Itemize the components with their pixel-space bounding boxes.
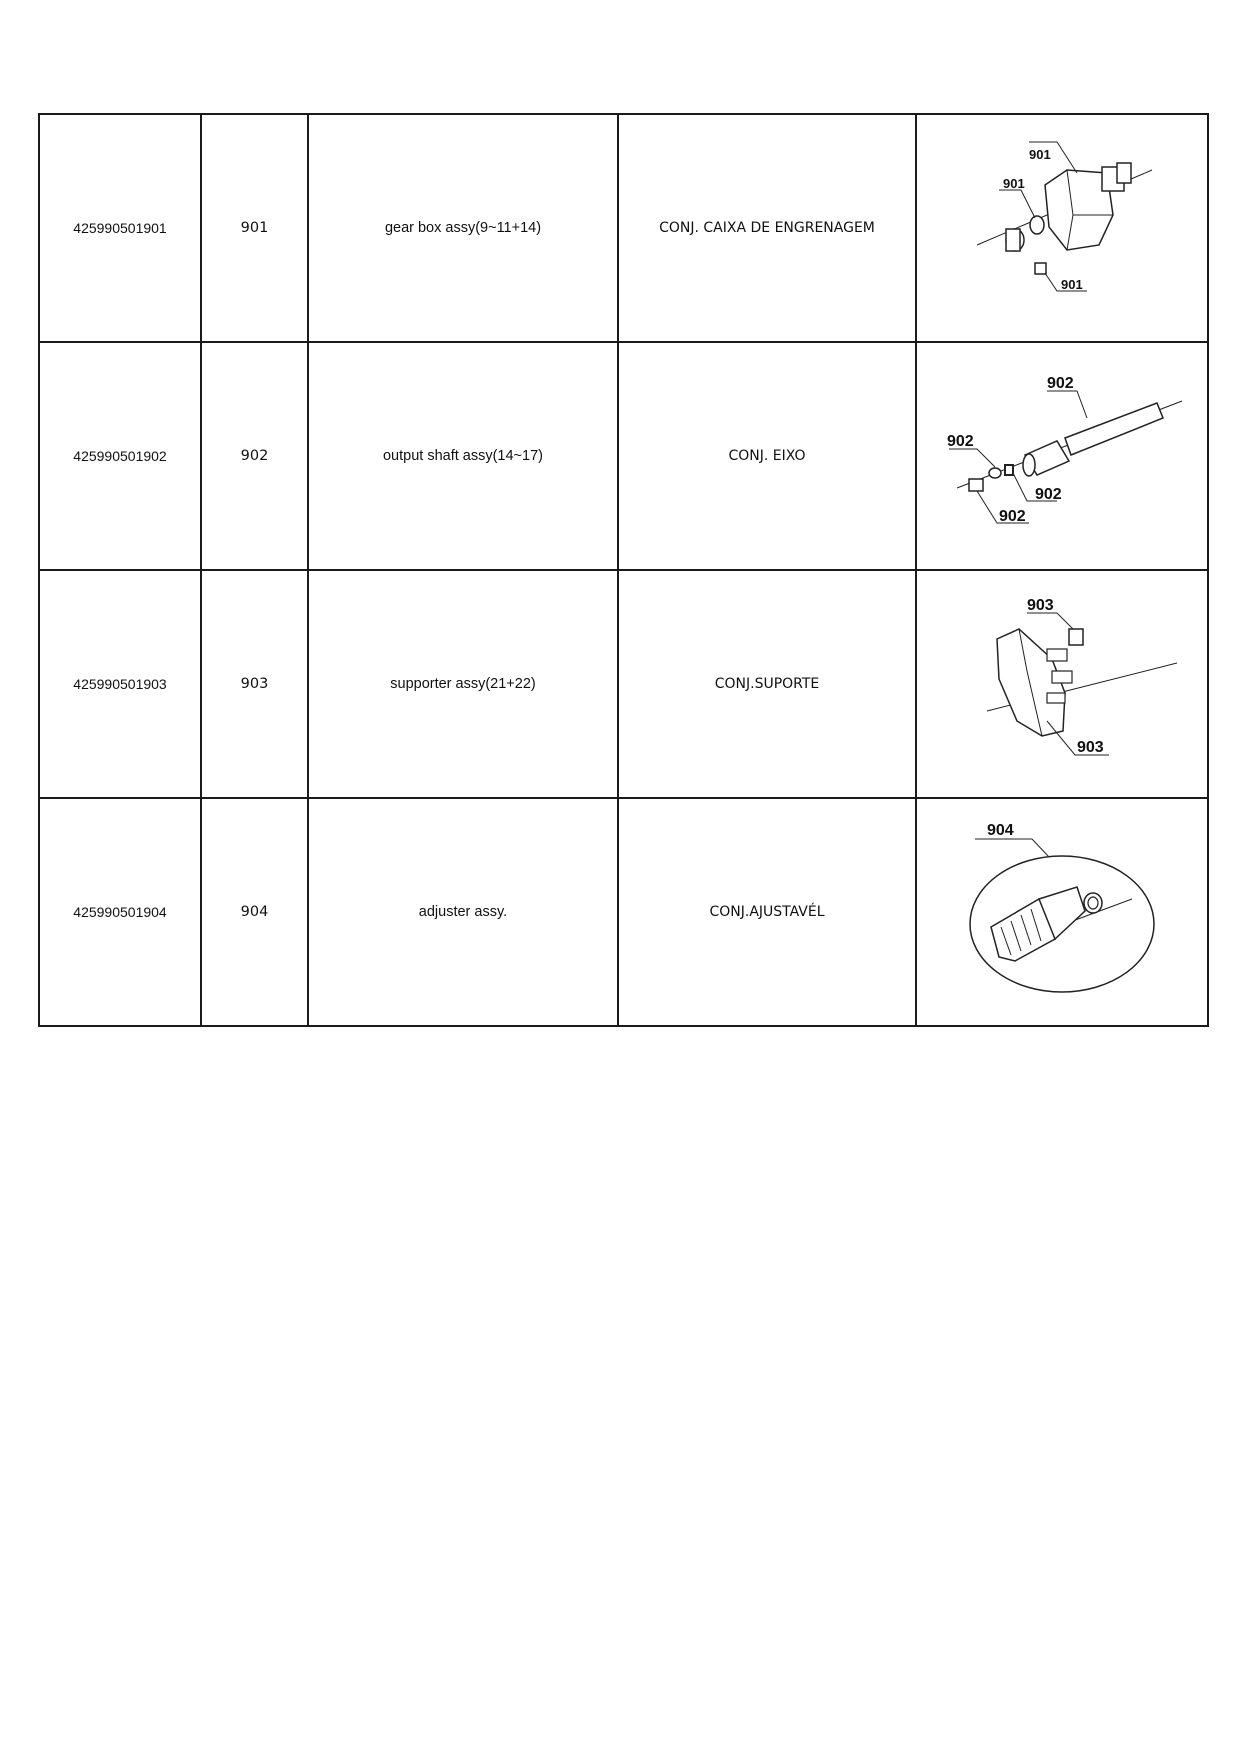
parts-table — [38, 113, 1209, 1027]
part-illustration — [916, 342, 1208, 570]
part-code: 425990501902 — [39, 342, 201, 570]
figure-label: 902 — [1047, 375, 1074, 392]
part-number: 903 — [201, 570, 308, 798]
part-illustration — [916, 798, 1208, 1026]
supporter-drawing — [917, 571, 1207, 797]
figure-label: 901 — [1003, 176, 1025, 191]
figure-label: 902 — [947, 433, 974, 450]
part-number: 904 — [201, 798, 308, 1026]
description-en: adjuster assy. — [308, 798, 618, 1026]
table-row — [39, 570, 1208, 798]
gear-box-drawing — [917, 115, 1207, 341]
part-code: 425990501904 — [39, 798, 201, 1026]
part-number: 902 — [201, 342, 308, 570]
figure-label: 901 — [1061, 277, 1083, 292]
part-code: 425990501903 — [39, 570, 201, 798]
figure-label: 903 — [1027, 597, 1054, 614]
part-number: 901 — [201, 114, 308, 342]
figure-label: 901 — [1029, 147, 1051, 162]
table-row — [39, 114, 1208, 342]
description-en: output shaft assy(14~17) — [308, 342, 618, 570]
figure-label: 902 — [999, 508, 1026, 525]
adjuster-drawing — [917, 799, 1207, 1025]
figure-label: 902 — [1035, 486, 1062, 503]
output-shaft-drawing — [917, 343, 1207, 569]
table-row — [39, 798, 1208, 1026]
description-pt: CONJ.SUPORTE — [618, 570, 916, 798]
part-illustration — [916, 570, 1208, 798]
description-en: gear box assy(9~11+14) — [308, 114, 618, 342]
description-pt: CONJ.AJUSTAVÉL — [618, 798, 916, 1026]
part-code: 425990501901 — [39, 114, 201, 342]
description-pt: CONJ. CAIXA DE ENGRENAGEM — [618, 114, 916, 342]
part-illustration — [916, 114, 1208, 342]
description-en: supporter assy(21+22) — [308, 570, 618, 798]
figure-label: 904 — [987, 822, 1014, 839]
description-pt: CONJ. EIXO — [618, 342, 916, 570]
table-row — [39, 342, 1208, 570]
figure-label: 903 — [1077, 739, 1104, 756]
